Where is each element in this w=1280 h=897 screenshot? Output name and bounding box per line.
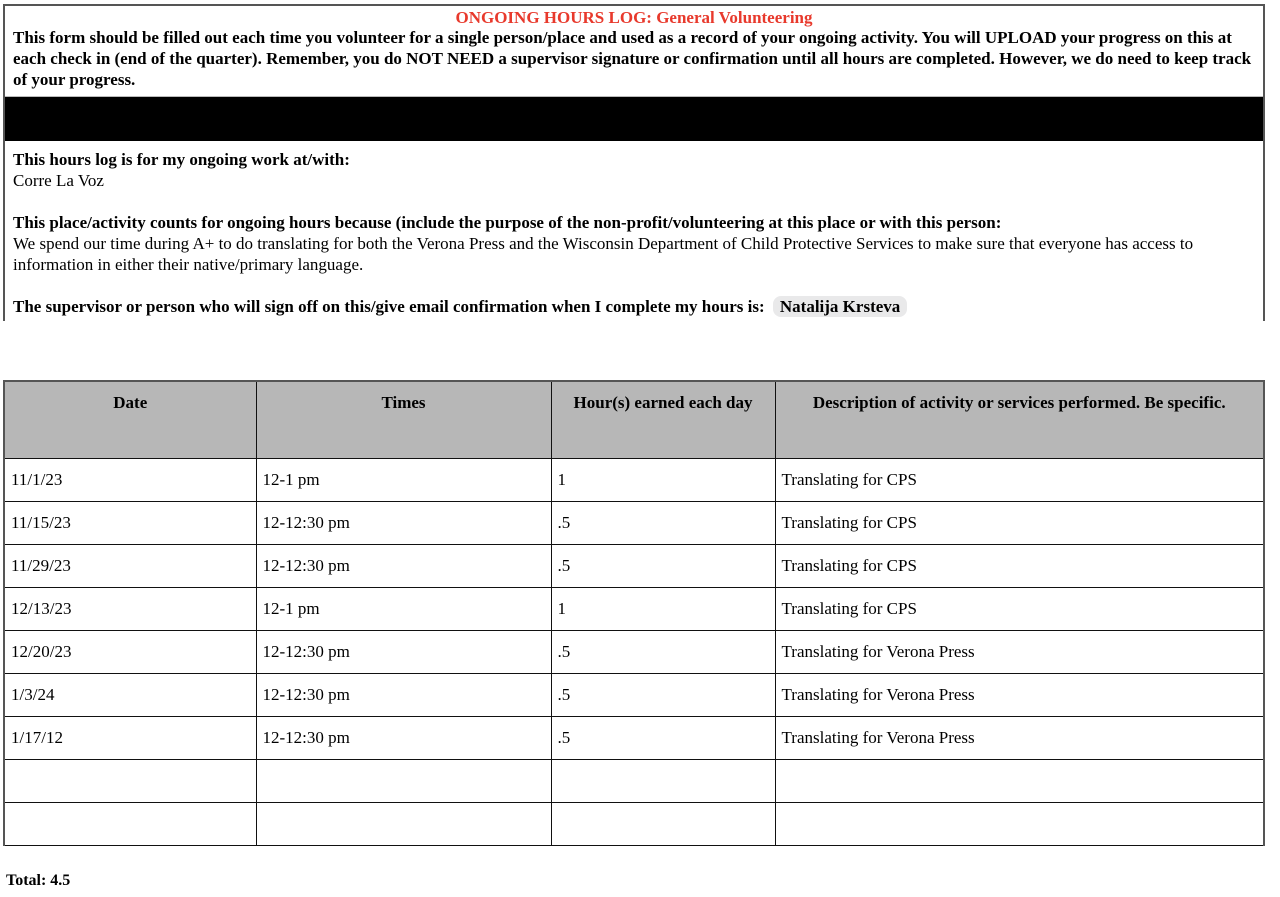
header-description: Description of activity or services performed. Be specific. — [775, 381, 1264, 459]
placement-question: This hours log is for my ongoing work at/with: — [13, 150, 350, 169]
cell-times[interactable]: 12-12:30 pm — [256, 717, 551, 760]
cell-description[interactable]: Translating for Verona Press — [775, 717, 1264, 760]
cell-hours[interactable]: .5 — [551, 674, 775, 717]
table-row — [4, 545, 1264, 588]
cell-description[interactable]: Translating for CPS — [775, 459, 1264, 502]
table-row — [4, 459, 1264, 502]
form-intro — [5, 6, 1263, 96]
placement-answer[interactable]: Corre La Voz — [13, 171, 104, 190]
cell-date[interactable]: 11/29/23 — [4, 545, 256, 588]
cell-hours[interactable]: .5 — [551, 717, 775, 760]
redaction-bar — [5, 96, 1263, 141]
table-row — [4, 717, 1264, 760]
cell-hours[interactable]: 1 — [551, 459, 775, 502]
cell-date[interactable]: 11/15/23 — [4, 502, 256, 545]
table-header-row — [4, 381, 1264, 459]
placement-section — [5, 141, 1263, 321]
table-body — [4, 459, 1264, 846]
cell-description[interactable] — [775, 803, 1264, 846]
cell-hours[interactable] — [551, 760, 775, 803]
cell-times[interactable]: 12-12:30 pm — [256, 502, 551, 545]
supervisor-name-chip[interactable]: Natalija Krsteva — [773, 296, 907, 317]
table-row — [4, 588, 1264, 631]
cell-description[interactable]: Translating for Verona Press — [775, 631, 1264, 674]
purpose-question: This place/activity counts for ongoing hours because (include the purpose of the non-profit/volunteering at this place or with this person: — [13, 213, 1002, 232]
cell-hours[interactable] — [551, 803, 775, 846]
cell-times[interactable]: 12-12:30 pm — [256, 674, 551, 717]
cell-date[interactable]: 12/20/23 — [4, 631, 256, 674]
cell-date[interactable]: 1/3/24 — [4, 674, 256, 717]
cell-hours[interactable]: .5 — [551, 502, 775, 545]
cell-description[interactable] — [775, 760, 1264, 803]
form-frame — [3, 4, 1265, 321]
cell-hours[interactable]: 1 — [551, 588, 775, 631]
purpose-answer[interactable]: We spend our time during A+ to do translating for both the Verona Press and the Wisconsin Department of Child Protective Services to make sure that everyone has access to information in either their native/primary language. — [13, 234, 1194, 274]
cell-times[interactable]: 12-12:30 pm — [256, 631, 551, 674]
header-hours: Hour(s) earned each day — [551, 381, 775, 459]
cell-date[interactable]: 12/13/23 — [4, 588, 256, 631]
table-row — [4, 760, 1264, 803]
hours-log-table — [3, 380, 1265, 846]
cell-date[interactable]: 1/17/12 — [4, 717, 256, 760]
cell-description[interactable]: Translating for Verona Press — [775, 674, 1264, 717]
cell-date[interactable] — [4, 760, 256, 803]
cell-description[interactable]: Translating for CPS — [775, 502, 1264, 545]
table-row — [4, 674, 1264, 717]
cell-times[interactable]: 12-1 pm — [256, 588, 551, 631]
cell-date[interactable]: 11/1/23 — [4, 459, 256, 502]
form-title: ONGOING HOURS LOG: General Volunteering — [455, 8, 813, 27]
cell-hours[interactable]: .5 — [551, 545, 775, 588]
supervisor-line — [13, 296, 1255, 321]
cell-times[interactable]: 12-12:30 pm — [256, 545, 551, 588]
cell-times[interactable] — [256, 803, 551, 846]
cell-times[interactable]: 12-1 pm — [256, 459, 551, 502]
form-instructions: This form should be filled out each time you volunteer for a single person/place and used as a record of your ongoing activity. You will UPLOAD your progress on this at each check in (end of the quarter). Remember, you do NOT NEED a supervisor signature or confirmation until all hours are completed. However, we do need to keep track of your progress. — [13, 28, 1252, 89]
cell-description[interactable]: Translating for CPS — [775, 588, 1264, 631]
cell-date[interactable] — [4, 803, 256, 846]
supervisor-question: The supervisor or person who will sign off on this/give email confirmation when I complete my hours is: — [13, 297, 765, 316]
cell-description[interactable]: Translating for CPS — [775, 545, 1264, 588]
table-row — [4, 502, 1264, 545]
cell-hours[interactable]: .5 — [551, 631, 775, 674]
header-times: Times — [256, 381, 551, 459]
table-row — [4, 631, 1264, 674]
header-date: Date — [4, 381, 256, 459]
total-hours: Total: 4.5 — [6, 872, 71, 889]
table-row — [4, 803, 1264, 846]
cell-times[interactable] — [256, 760, 551, 803]
